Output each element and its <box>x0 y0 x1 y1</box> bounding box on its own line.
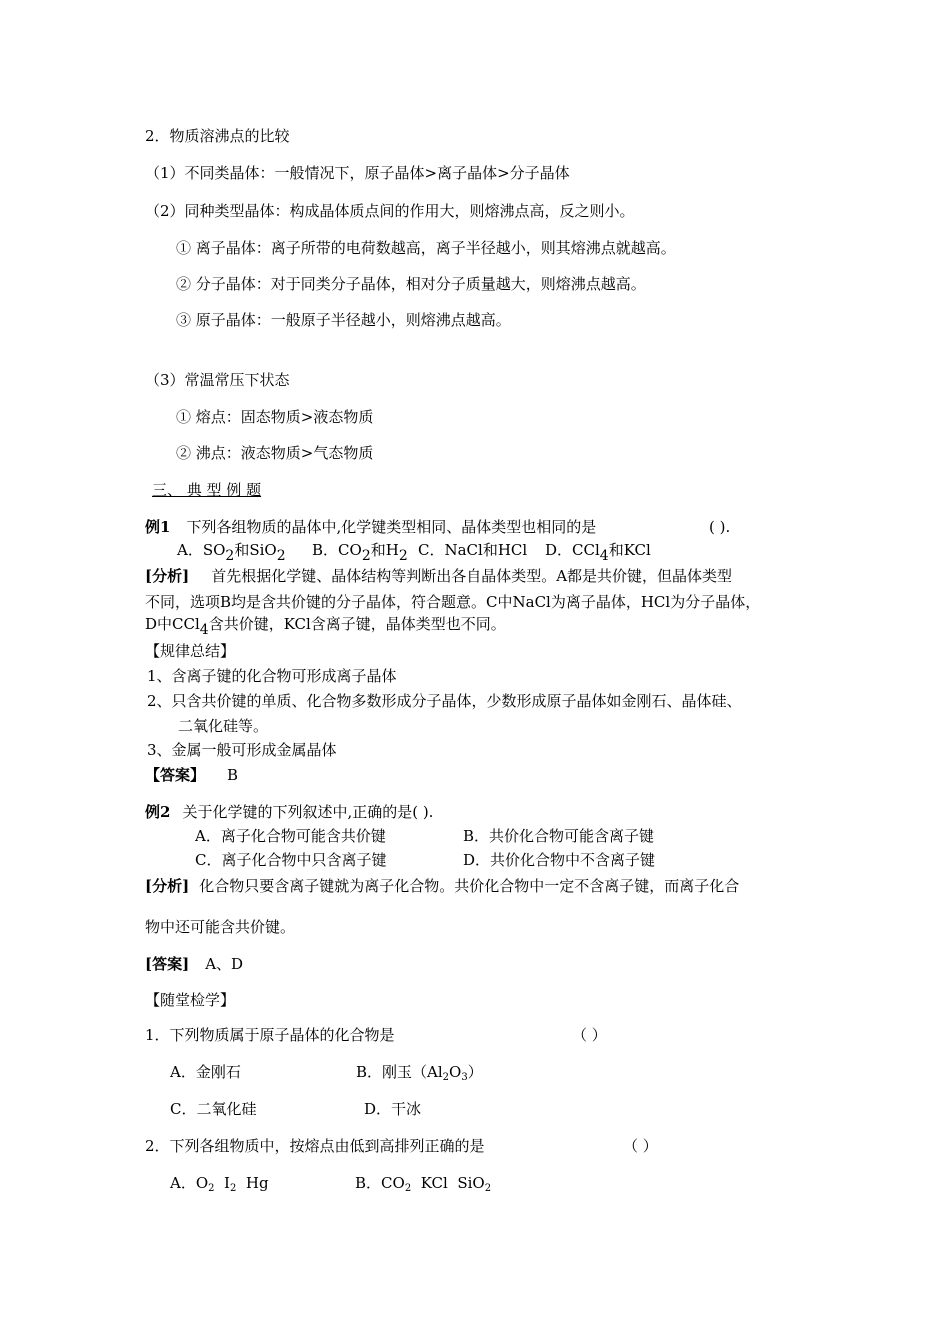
option-c: C．二氧化硅 <box>170 1100 257 1118</box>
answer-line <box>145 954 243 974</box>
question-text: 关于化学键的下列叙述中,正确的是( ). <box>182 803 434 821</box>
option-b: B．刚玉$(Al_2O_3)$ <box>356 1063 483 1083</box>
example-1-question <box>145 517 596 537</box>
rule-item: 2、只含共价键的单质、化合物多数形成分子晶体，少数形成原子晶体如金刚石、晶体硅、 <box>147 692 742 710</box>
option-a: A．离子化合物可能含共价键 <box>195 827 386 845</box>
analysis-line: [分析] 化合物只要含离子键就为离子化合物。共价化合物中一定不含离子键，而离子化合 <box>145 877 740 895</box>
answer-paren: ( ). <box>709 518 731 536</box>
answer-value: A、D <box>205 955 244 973</box>
rule-item: 二氧化硅等。 <box>178 717 269 735</box>
analysis-line: 不同，选项B均是含共价键的分子晶体，符合题意。C中NaCl为离子晶体，HCl为分子晶体， <box>145 593 761 611</box>
option-c: C．NaCl和HCl <box>418 541 528 559</box>
option-b: B．共价化合物可能含离子键 <box>463 827 655 845</box>
answer-label: [答案] <box>145 955 190 973</box>
option-d: D．共价化合物中不含离子键 <box>463 851 656 869</box>
option-d: D．干冰 <box>364 1100 422 1118</box>
list-item: ② 沸点：液态物质>气态物质 <box>176 444 374 462</box>
analysis-label: [分析] <box>145 567 190 585</box>
rule-item: 3、金属一般可形成金属晶体 <box>147 741 337 759</box>
analysis-line: [分析] 首先根据化学键、晶体结构等判断出各自晶体类型。A都是共价键，但晶体类型 <box>145 567 733 585</box>
rule-heading: 【规律总结】 <box>145 642 236 660</box>
list-item: ② 分子晶体：对于同类分子晶体，相对分子质量越大，则熔沸点越高。 <box>176 275 646 293</box>
option-a: A．金刚石 <box>170 1063 241 1081</box>
rule-item: 1、含离子键的化合物可形成离子晶体 <box>147 667 397 685</box>
option-a: A．$O_2$ $I_2$ Hg <box>170 1174 269 1194</box>
list-item: ① 离子晶体：离子所带的电荷数越高，离子半径越小，则其熔沸点就越高。 <box>176 239 676 257</box>
example-label: 例1 <box>145 518 171 536</box>
paragraph: （3）常温常压下状态 <box>145 371 290 389</box>
quiz-question-1: 1．下列物质属于原子晶体的化合物是 <box>145 1026 395 1044</box>
analysis-label: [分析] <box>145 877 190 895</box>
paragraph: （2）同种类型晶体：构成晶体质点间的作用大，则熔沸点高，反之则小。 <box>145 202 635 220</box>
answer-line <box>145 765 238 785</box>
section-heading: 三、 典 型 例 题 <box>152 481 262 499</box>
section-heading: 2．物质溶沸点的比较 <box>145 127 290 145</box>
answer-value: B <box>227 766 239 784</box>
option-a: A．$SO_2$和SiO$_2$ <box>177 541 286 564</box>
list-item: ③ 原子晶体：一般原子半径越小，则熔沸点越高。 <box>176 311 511 329</box>
quiz-question-2: 2．下列各组物质中，按熔点由低到高排列正确的是 <box>145 1137 485 1155</box>
option-d: D．CCl$_4$和KCl <box>545 541 651 564</box>
option-b: B．$CO_2$和$H_2$ <box>312 541 408 564</box>
example-label: 例2 <box>145 803 171 821</box>
answer-label: 【答案】 <box>145 766 206 784</box>
analysis-line: 物中还可能含共价键。 <box>145 918 296 936</box>
quiz-heading: 【随堂检学】 <box>145 991 236 1009</box>
option-c: C．离子化合物中只含离子键 <box>195 851 387 869</box>
example-2-question <box>145 802 433 822</box>
answer-paren: （ ） <box>572 1026 607 1044</box>
option-b: B．$CO_2$ KCl SiO$_2$ <box>355 1174 492 1194</box>
answer-paren: （ ） <box>623 1137 658 1155</box>
paragraph: （1）不同类晶体：一般情况下，原子晶体>离子晶体>分子晶体 <box>145 164 570 182</box>
analysis-line: D中CCl$_4$含共价键，KCl含离子键，晶体类型也不同。 <box>145 615 506 638</box>
question-text: 下列各组物质的晶体中,化学键类型相同、晶体类型也相同的是 <box>186 518 597 536</box>
list-item: ① 熔点：固态物质>液态物质 <box>176 408 374 426</box>
